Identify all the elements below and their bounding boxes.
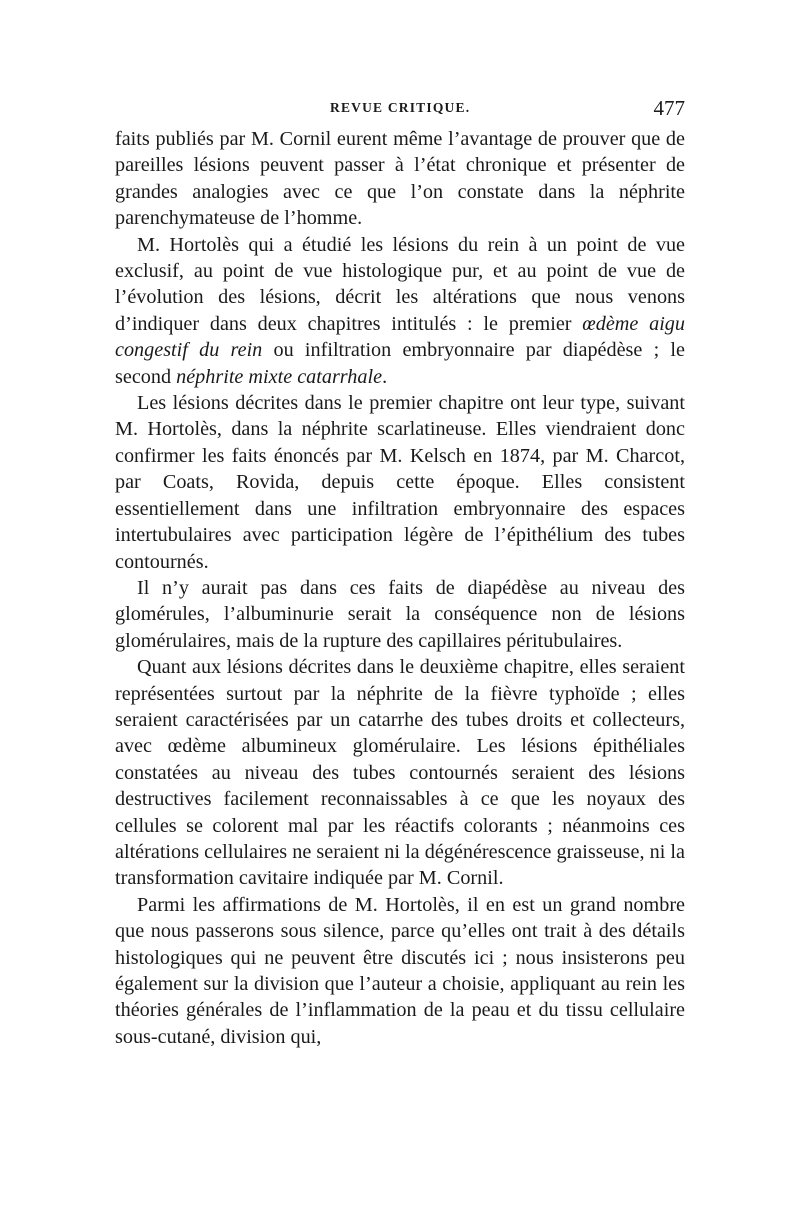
running-head xyxy=(115,96,685,126)
paragraph-2-text-end: . xyxy=(382,365,388,388)
paragraph-4: Il n’y aurait pas dans ces faits de diapédèse au niveau des glomérules, l’albuminurie serait la conséquence non de lésions glomérulaires, mais de la rupture des capillaires péritubulaires. xyxy=(115,576,685,652)
paragraph-6: Parmi les affirmations de M. Hortolès, il en est un grand nombre que nous passerons sous silence, parce qu’elles ont trait à des détails histologiques qui ne peuvent être discutés ici ; nous insisterons peu également sur la division que l’auteur a choisie, appliquant au rein les théories générales de l’inflammation de la peau et du tissu cellulaire sous-cutané, division qui, xyxy=(115,893,685,1048)
paragraph-3: Les lésions décrites dans le premier chapitre ont leur type, suivant M. Hortolès, dans la néphrite scarlatineuse. Elles viendraient donc confirmer les faits énoncés par M. Kelsch en 1874, par M. Charcot, par Coats, Rovida, depuis cette époque. Elles consistent essentiellement dans une infiltration embryonnaire des espaces intertubulaires avec participation légère de l’épithélium des tubes contournés. xyxy=(115,392,685,573)
paragraph-2 xyxy=(115,232,685,390)
book-page xyxy=(115,96,685,1050)
italic-term-nephrite: néphrite mixte catarrhale xyxy=(176,365,383,388)
paragraph-2-text-start: M. Hortolès qui a étudié les lésions du rein à un point de vue exclusif, au point de vue histologique pur, et au point de vue de l’évolution des lésions, décrit les altérations que nous venons d’indiquer dans deux chapitres intitulés : le premier xyxy=(115,233,685,335)
body-text xyxy=(115,126,685,1050)
italic-term-oedeme: œdème aigu congestif du rein xyxy=(115,312,685,362)
paragraph-5: Quant aux lésions décrites dans le deuxième chapitre, elles seraient représentées surtout par la néphrite de la fièvre typhoïde ; elles seraient caractérisées par un catarrhe des tubes droits et collecteurs, avec œdème albumineux glomérulaire. Les lésions épithéliales constatées au niveau des tubes contournés seraient des lésions destructives facilement reconnaissables à ce que les noyaux des cellules se colorent mal par les réactifs colorants ; néanmoins ces altérations cellulaires ne seraient ni la dégénérescence graisseuse, ni la transformation cavitaire indiquée par M. Cornil. xyxy=(115,656,685,890)
paragraph-2-text-middle: ou infiltration embryonnaire par diapédèse ; le second xyxy=(115,339,685,388)
paragraph-1: faits publiés par M. Cornil eurent même l’avantage de prouver que de pareilles lésions peuvent passer à l’état chronique et présenter de grandes analogies avec ce que l’on constate dans la néphrite parenchymateuse de l’homme. xyxy=(115,128,685,230)
page-number: 477 xyxy=(653,96,685,120)
running-title: REVUE CRITIQUE. xyxy=(330,100,471,115)
